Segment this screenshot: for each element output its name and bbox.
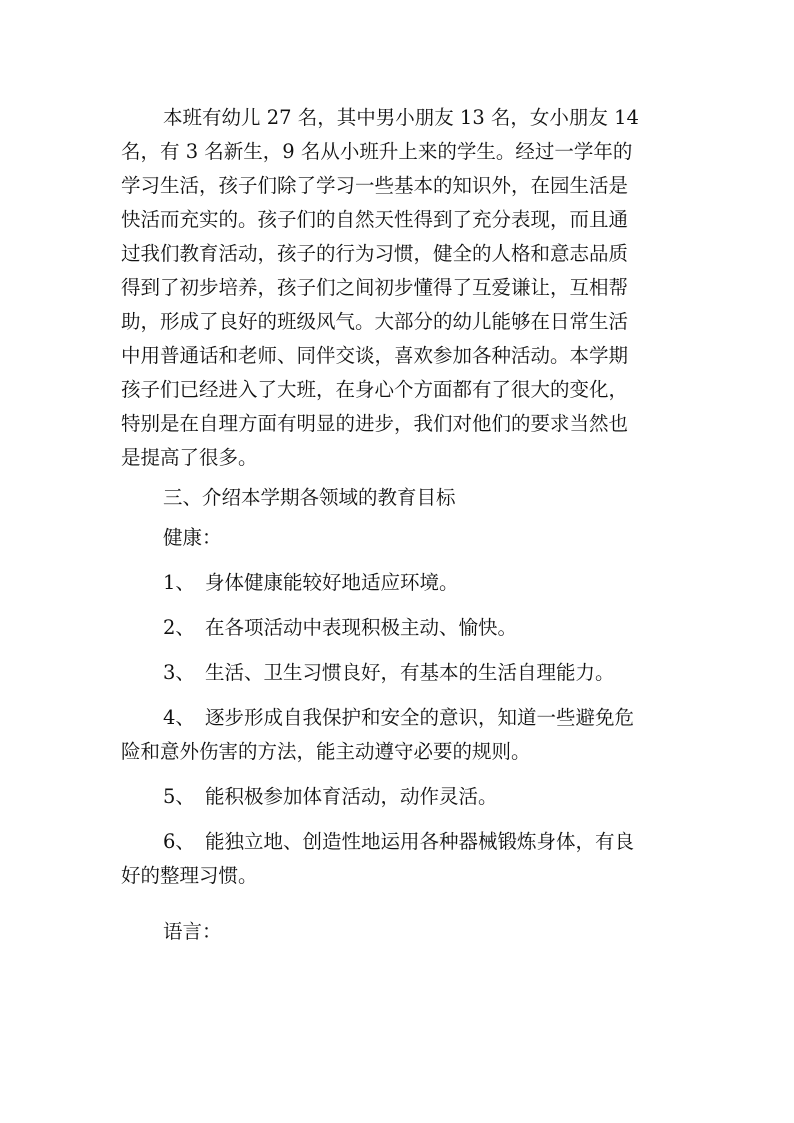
language-heading: 语言： [163, 920, 222, 943]
health-item-number: 3、 [163, 661, 195, 684]
intro-line: 快活而充实的。孩子们的自然天性得到了充分表现，而且通 [121, 208, 629, 231]
health-item-number: 4、 [163, 706, 195, 729]
intro-line: 特别是在自理方面有明显的进步，我们对他们的要求当然也 [121, 412, 629, 435]
intro-line: 是提高了很多。 [121, 446, 258, 469]
health-item-text: 逐步形成自我保护和安全的意识，知道一些避免危 [205, 706, 635, 729]
health-item [121, 701, 681, 769]
health-item [121, 656, 681, 690]
intro-line: 得到了初步培养，孩子们之间初步懂得了互爱谦让，互相帮 [121, 276, 629, 299]
intro-line: 过我们教育活动，孩子的行为习惯，健全的人格和意志品质 [121, 242, 629, 265]
health-item-number: 6、 [163, 830, 195, 853]
intro-line: 中用普通话和老师、同伴交谈，喜欢参加各种活动。本学期 [121, 344, 629, 367]
health-item-text: 在各项活动中表现积极主动、愉快。 [205, 616, 518, 639]
intro-line: 助，形成了良好的班级风气。大部分的幼儿能够在日常生活 [121, 310, 629, 333]
health-item-text: 能积极参加体育活动，动作灵活。 [205, 785, 498, 808]
health-item [121, 825, 681, 893]
health-item-number: 5、 [163, 785, 195, 808]
health-item-continuation: 好的整理习惯。 [121, 864, 258, 887]
health-item [121, 611, 681, 645]
health-heading: 健康： [163, 526, 222, 549]
intro-line: 本班有幼儿 27 名，其中男小朋友 13 名，女小朋友 14 [163, 106, 639, 129]
health-item-number: 2、 [163, 616, 195, 639]
intro-line: 名，有 3 名新生，9 名从小班升上来的学生。经过一学年的 [121, 140, 633, 163]
document-body [121, 101, 681, 949]
health-item-text: 生活、卫生习惯良好，有基本的生活自理能力。 [205, 661, 615, 684]
health-item-text: 身体健康能较好地适应环境。 [205, 571, 459, 594]
health-item [121, 780, 681, 814]
health-item-number: 1、 [163, 571, 195, 594]
section-heading: 三、介绍本学期各领域的教育目标 [163, 486, 456, 509]
intro-paragraph [121, 101, 681, 475]
intro-line: 学习生活，孩子们除了学习一些基本的知识外，在园生活是 [121, 174, 629, 197]
intro-line: 孩子们已经进入了大班，在身心个方面都有了很大的变化， [121, 378, 629, 401]
health-item [121, 566, 681, 600]
health-item-continuation: 险和意外伤害的方法，能主动遵守必要的规则。 [121, 740, 531, 763]
health-item-text: 能独立地、创造性地运用各种器械锻炼身体，有良 [205, 830, 635, 853]
